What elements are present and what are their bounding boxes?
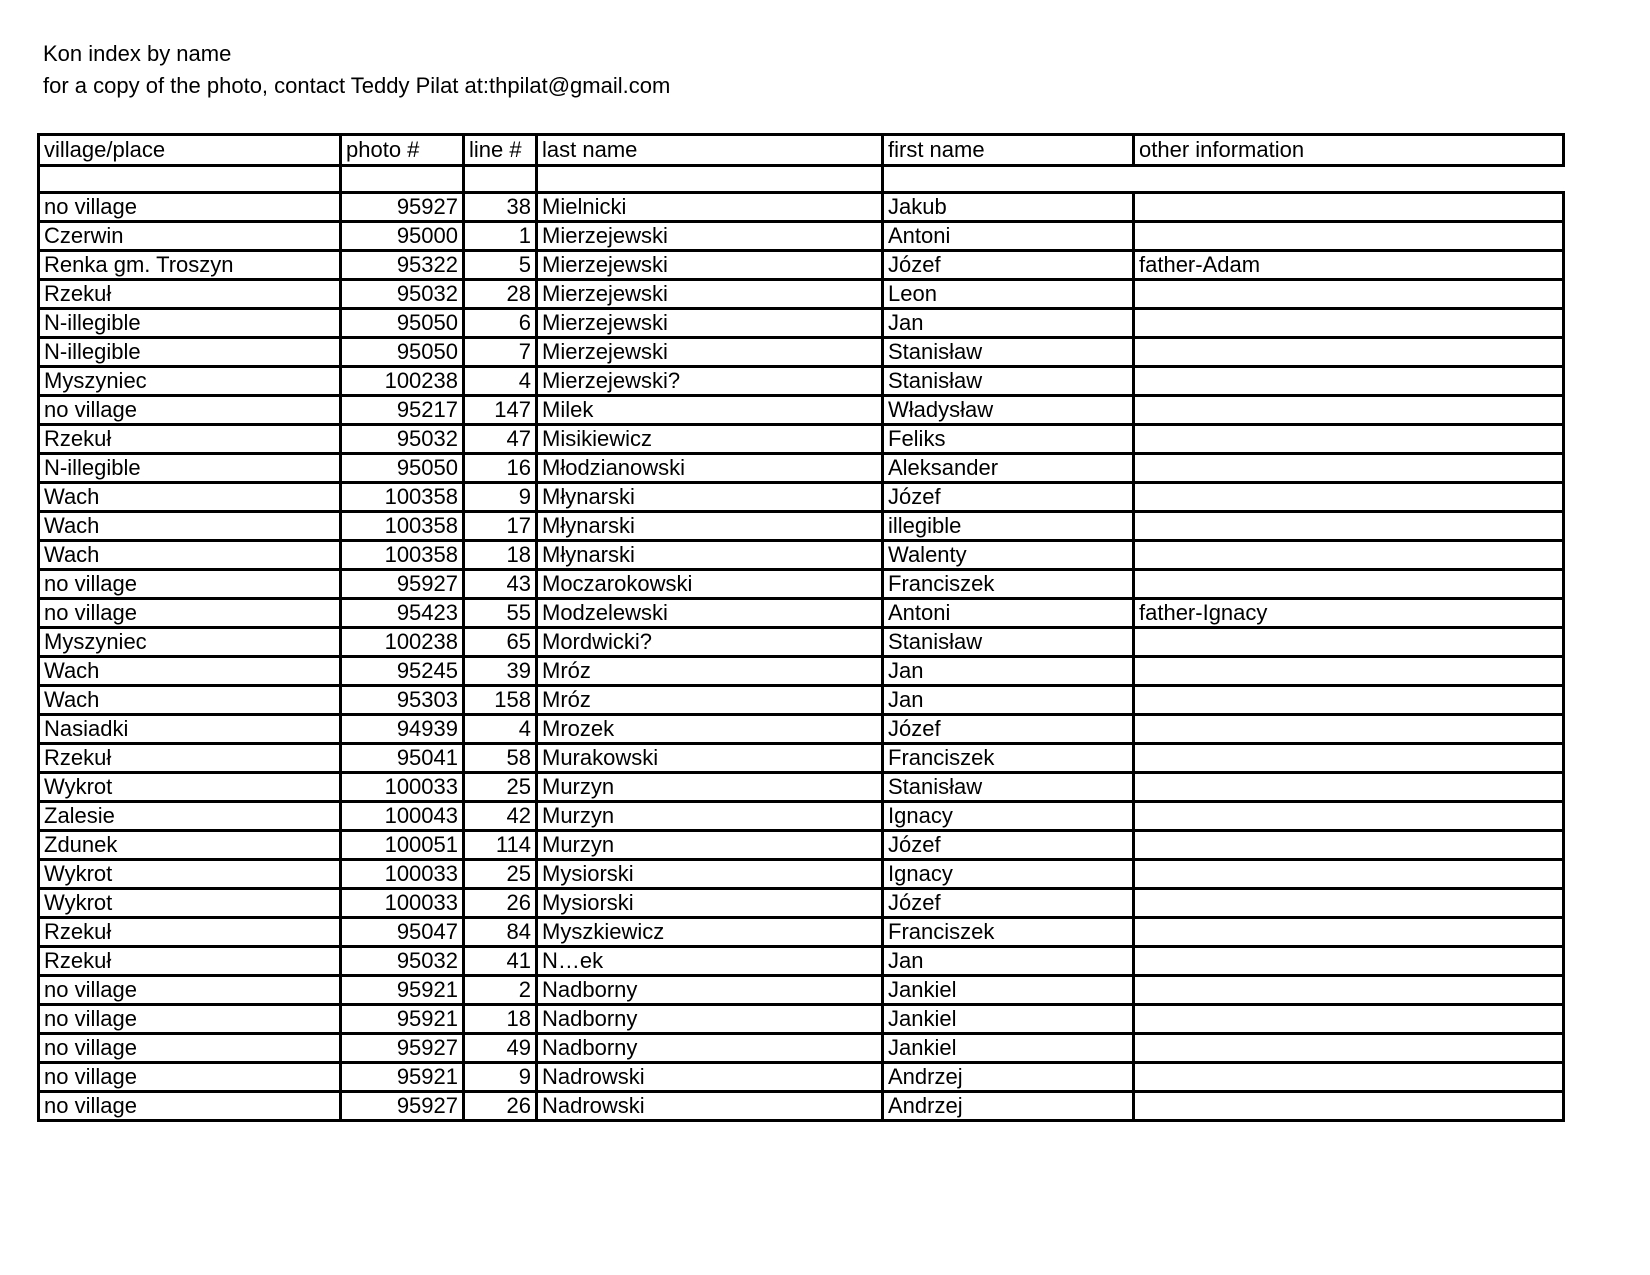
other-information-cell [1134,831,1564,860]
photo-number-cell: 95217 [341,396,464,425]
first-name-cell: Andrzej [883,1063,1134,1092]
other-information-cell [1134,425,1564,454]
line-number-cell: 9 [464,1063,537,1092]
photo-number-cell: 95041 [341,744,464,773]
photo-number-cell: 100051 [341,831,464,860]
blank-cell [1134,166,1564,193]
line-number-cell: 65 [464,628,537,657]
other-information-cell [1134,454,1564,483]
last-name-cell: Mróz [537,686,883,715]
table-row [39,831,1564,860]
last-name-cell: Murakowski [537,744,883,773]
line-number-cell: 26 [464,1092,537,1121]
first-name-cell: Jan [883,657,1134,686]
column-header-first-name: first name [883,135,1134,166]
last-name-cell: Mordwicki? [537,628,883,657]
first-name-cell: Jankiel [883,976,1134,1005]
table-row [39,1092,1564,1121]
photo-number-cell: 94939 [341,715,464,744]
last-name-cell: Młodzianowski [537,454,883,483]
village-cell: no village [39,976,341,1005]
last-name-cell: Mierzejewski [537,222,883,251]
blank-row [39,166,1564,193]
first-name-cell: Władysław [883,396,1134,425]
village-cell: Rzekuł [39,280,341,309]
first-name-cell: Antoni [883,222,1134,251]
last-name-cell: Mierzejewski [537,251,883,280]
table-row [39,1034,1564,1063]
first-name-cell: Stanisław [883,367,1134,396]
table-row [39,541,1564,570]
line-number-cell: 9 [464,483,537,512]
other-information-cell [1134,570,1564,599]
table-row [39,425,1564,454]
line-number-cell: 55 [464,599,537,628]
line-number-cell: 16 [464,454,537,483]
other-information-cell [1134,947,1564,976]
other-information-cell [1134,715,1564,744]
photo-number-cell: 95423 [341,599,464,628]
table-row [39,251,1564,280]
blank-cell [39,166,341,193]
village-cell: Myszyniec [39,367,341,396]
line-number-cell: 4 [464,715,537,744]
village-cell: Wykrot [39,860,341,889]
other-information-cell [1134,367,1564,396]
line-number-cell: 28 [464,280,537,309]
photo-number-cell: 95050 [341,338,464,367]
first-name-cell: Franciszek [883,918,1134,947]
line-number-cell: 26 [464,889,537,918]
last-name-cell: Nadrowski [537,1092,883,1121]
last-name-cell: Myszkiewicz [537,918,883,947]
first-name-cell: Ignacy [883,860,1134,889]
first-name-cell: Feliks [883,425,1134,454]
photo-number-cell: 95032 [341,947,464,976]
village-cell: Zdunek [39,831,341,860]
photo-number-cell: 100033 [341,860,464,889]
last-name-cell: Młynarski [537,541,883,570]
last-name-cell: Mierzejewski [537,280,883,309]
table-row [39,512,1564,541]
last-name-cell: Mierzejewski? [537,367,883,396]
first-name-cell: Jan [883,309,1134,338]
line-number-cell: 58 [464,744,537,773]
village-cell: Wach [39,657,341,686]
table-row [39,599,1564,628]
last-name-cell: Murzyn [537,773,883,802]
table-row [39,309,1564,338]
photo-number-cell: 95921 [341,1063,464,1092]
last-name-cell: Nadborny [537,1034,883,1063]
line-number-cell: 41 [464,947,537,976]
table-row [39,744,1564,773]
village-cell: Wach [39,483,341,512]
line-number-cell: 43 [464,570,537,599]
blank-cell [341,166,464,193]
village-cell: no village [39,1092,341,1121]
other-information-cell [1134,657,1564,686]
last-name-cell: Młynarski [537,483,883,512]
last-name-cell: Mysiorski [537,860,883,889]
table-row [39,715,1564,744]
other-information-cell [1134,976,1564,1005]
other-information-cell [1134,918,1564,947]
photo-number-cell: 100043 [341,802,464,831]
village-cell: Wach [39,512,341,541]
other-information-cell [1134,773,1564,802]
other-information-cell [1134,222,1564,251]
table-row [39,860,1564,889]
photo-number-cell: 100033 [341,773,464,802]
photo-number-cell: 100033 [341,889,464,918]
first-name-cell: Walenty [883,541,1134,570]
table-body [39,135,1564,1121]
last-name-cell: Moczarokowski [537,570,883,599]
other-information-cell [1134,628,1564,657]
village-cell: N-illegible [39,309,341,338]
line-number-cell: 42 [464,802,537,831]
line-number-cell: 18 [464,1005,537,1034]
village-cell: Wach [39,686,341,715]
photo-number-cell: 100358 [341,483,464,512]
last-name-cell: Misikiewicz [537,425,883,454]
last-name-cell: Młynarski [537,512,883,541]
photo-number-cell: 95303 [341,686,464,715]
first-name-cell: Franciszek [883,570,1134,599]
table-row [39,628,1564,657]
column-header-village: village/place [39,135,341,166]
blank-cell [537,166,883,193]
table-row [39,889,1564,918]
village-cell: N-illegible [39,454,341,483]
other-information-cell [1134,1092,1564,1121]
first-name-cell: Jakub [883,193,1134,222]
line-number-cell: 25 [464,773,537,802]
village-cell: Rzekuł [39,918,341,947]
table-row [39,570,1564,599]
other-information-cell [1134,541,1564,570]
column-header-line: line # [464,135,537,166]
village-cell: Wykrot [39,889,341,918]
table-row [39,483,1564,512]
photo-number-cell: 95921 [341,1005,464,1034]
first-name-cell: Jankiel [883,1034,1134,1063]
line-number-cell: 17 [464,512,537,541]
table-row [39,367,1564,396]
last-name-cell: Mróz [537,657,883,686]
contact-line: for a copy of the photo, contact Teddy Pilat at:thpilat@gmail.com [43,73,671,98]
photo-number-cell: 95921 [341,976,464,1005]
other-information-cell: father-Adam [1134,251,1564,280]
line-number-cell: 18 [464,541,537,570]
village-cell: no village [39,396,341,425]
line-number-cell: 5 [464,251,537,280]
line-number-cell: 84 [464,918,537,947]
village-cell: N-illegible [39,338,341,367]
line-number-cell: 38 [464,193,537,222]
blank-cell [883,166,1134,193]
village-cell: no village [39,599,341,628]
other-information-cell [1134,1063,1564,1092]
photo-number-cell: 95927 [341,193,464,222]
first-name-cell: Aleksander [883,454,1134,483]
last-name-cell: Nadborny [537,976,883,1005]
photo-number-cell: 95927 [341,570,464,599]
first-name-cell: Antoni [883,599,1134,628]
village-cell: Rzekuł [39,947,341,976]
village-cell: no village [39,1005,341,1034]
last-name-cell: Mrozek [537,715,883,744]
table-row [39,454,1564,483]
other-information-cell: father-Ignacy [1134,599,1564,628]
photo-number-cell: 95047 [341,918,464,947]
village-cell: no village [39,193,341,222]
table-row [39,222,1564,251]
village-cell: Rzekuł [39,744,341,773]
other-information-cell [1134,1005,1564,1034]
line-number-cell: 47 [464,425,537,454]
line-number-cell: 7 [464,338,537,367]
village-cell: no village [39,1063,341,1092]
line-number-cell: 6 [464,309,537,338]
photo-number-cell: 95032 [341,280,464,309]
last-name-cell: Mysiorski [537,889,883,918]
table-row [39,193,1564,222]
first-name-cell: Jankiel [883,1005,1134,1034]
other-information-cell [1134,744,1564,773]
line-number-cell: 4 [464,367,537,396]
village-cell: Wykrot [39,773,341,802]
other-information-cell [1134,802,1564,831]
table-row [39,396,1564,425]
other-information-cell [1134,309,1564,338]
first-name-cell: Józef [883,889,1134,918]
last-name-cell: Murzyn [537,831,883,860]
last-name-cell: N…ek [537,947,883,976]
table-row [39,280,1564,309]
other-information-cell [1134,1034,1564,1063]
first-name-cell: Józef [883,715,1134,744]
column-header-photo: photo # [341,135,464,166]
table-row [39,1063,1564,1092]
table-row [39,686,1564,715]
first-name-cell: Józef [883,483,1134,512]
last-name-cell: Mielnicki [537,193,883,222]
table-row [39,1005,1564,1034]
other-information-cell [1134,889,1564,918]
first-name-cell: illegible [883,512,1134,541]
first-name-cell: Józef [883,251,1134,280]
first-name-cell: Stanisław [883,628,1134,657]
line-number-cell: 25 [464,860,537,889]
first-name-cell: Leon [883,280,1134,309]
village-cell: Nasiadki [39,715,341,744]
other-information-cell [1134,280,1564,309]
village-cell: no village [39,570,341,599]
line-number-cell: 39 [464,657,537,686]
photo-number-cell: 95927 [341,1034,464,1063]
first-name-cell: Józef [883,831,1134,860]
village-cell: Czerwin [39,222,341,251]
line-number-cell: 158 [464,686,537,715]
table-row [39,918,1564,947]
last-name-cell: Modzelewski [537,599,883,628]
village-cell: Zalesie [39,802,341,831]
table-row [39,802,1564,831]
other-information-cell [1134,686,1564,715]
other-information-cell [1134,483,1564,512]
first-name-cell: Franciszek [883,744,1134,773]
last-name-cell: Nadborny [537,1005,883,1034]
table-row [39,773,1564,802]
last-name-cell: Mierzejewski [537,338,883,367]
table-row [39,338,1564,367]
last-name-cell: Murzyn [537,802,883,831]
village-cell: Renka gm. Troszyn [39,251,341,280]
other-information-cell [1134,512,1564,541]
village-cell: Rzekuł [39,425,341,454]
photo-number-cell: 95000 [341,222,464,251]
name-index-table [37,133,1565,1122]
photo-number-cell: 100358 [341,512,464,541]
first-name-cell: Jan [883,947,1134,976]
other-information-cell [1134,193,1564,222]
first-name-cell: Ignacy [883,802,1134,831]
table-row [39,657,1564,686]
last-name-cell: Nadrowski [537,1063,883,1092]
photo-number-cell: 95322 [341,251,464,280]
last-name-cell: Milek [537,396,883,425]
photo-number-cell: 100238 [341,628,464,657]
photo-number-cell: 100358 [341,541,464,570]
document-header [43,38,670,102]
photo-number-cell: 95245 [341,657,464,686]
line-number-cell: 1 [464,222,537,251]
first-name-cell: Stanisław [883,773,1134,802]
line-number-cell: 2 [464,976,537,1005]
photo-number-cell: 100238 [341,367,464,396]
document-title: Kon index by name [43,41,232,66]
photo-number-cell: 95050 [341,454,464,483]
first-name-cell: Stanisław [883,338,1134,367]
line-number-cell: 49 [464,1034,537,1063]
table-row [39,947,1564,976]
village-cell: no village [39,1034,341,1063]
header-row [39,135,1564,166]
other-information-cell [1134,338,1564,367]
first-name-cell: Jan [883,686,1134,715]
column-header-other-information: other information [1134,135,1564,166]
photo-number-cell: 95050 [341,309,464,338]
village-cell: Myszyniec [39,628,341,657]
other-information-cell [1134,860,1564,889]
other-information-cell [1134,396,1564,425]
column-header-last-name: last name [537,135,883,166]
table-row [39,976,1564,1005]
line-number-cell: 147 [464,396,537,425]
photo-number-cell: 95927 [341,1092,464,1121]
first-name-cell: Andrzej [883,1092,1134,1121]
blank-cell [464,166,537,193]
photo-number-cell: 95032 [341,425,464,454]
line-number-cell: 114 [464,831,537,860]
village-cell: Wach [39,541,341,570]
last-name-cell: Mierzejewski [537,309,883,338]
